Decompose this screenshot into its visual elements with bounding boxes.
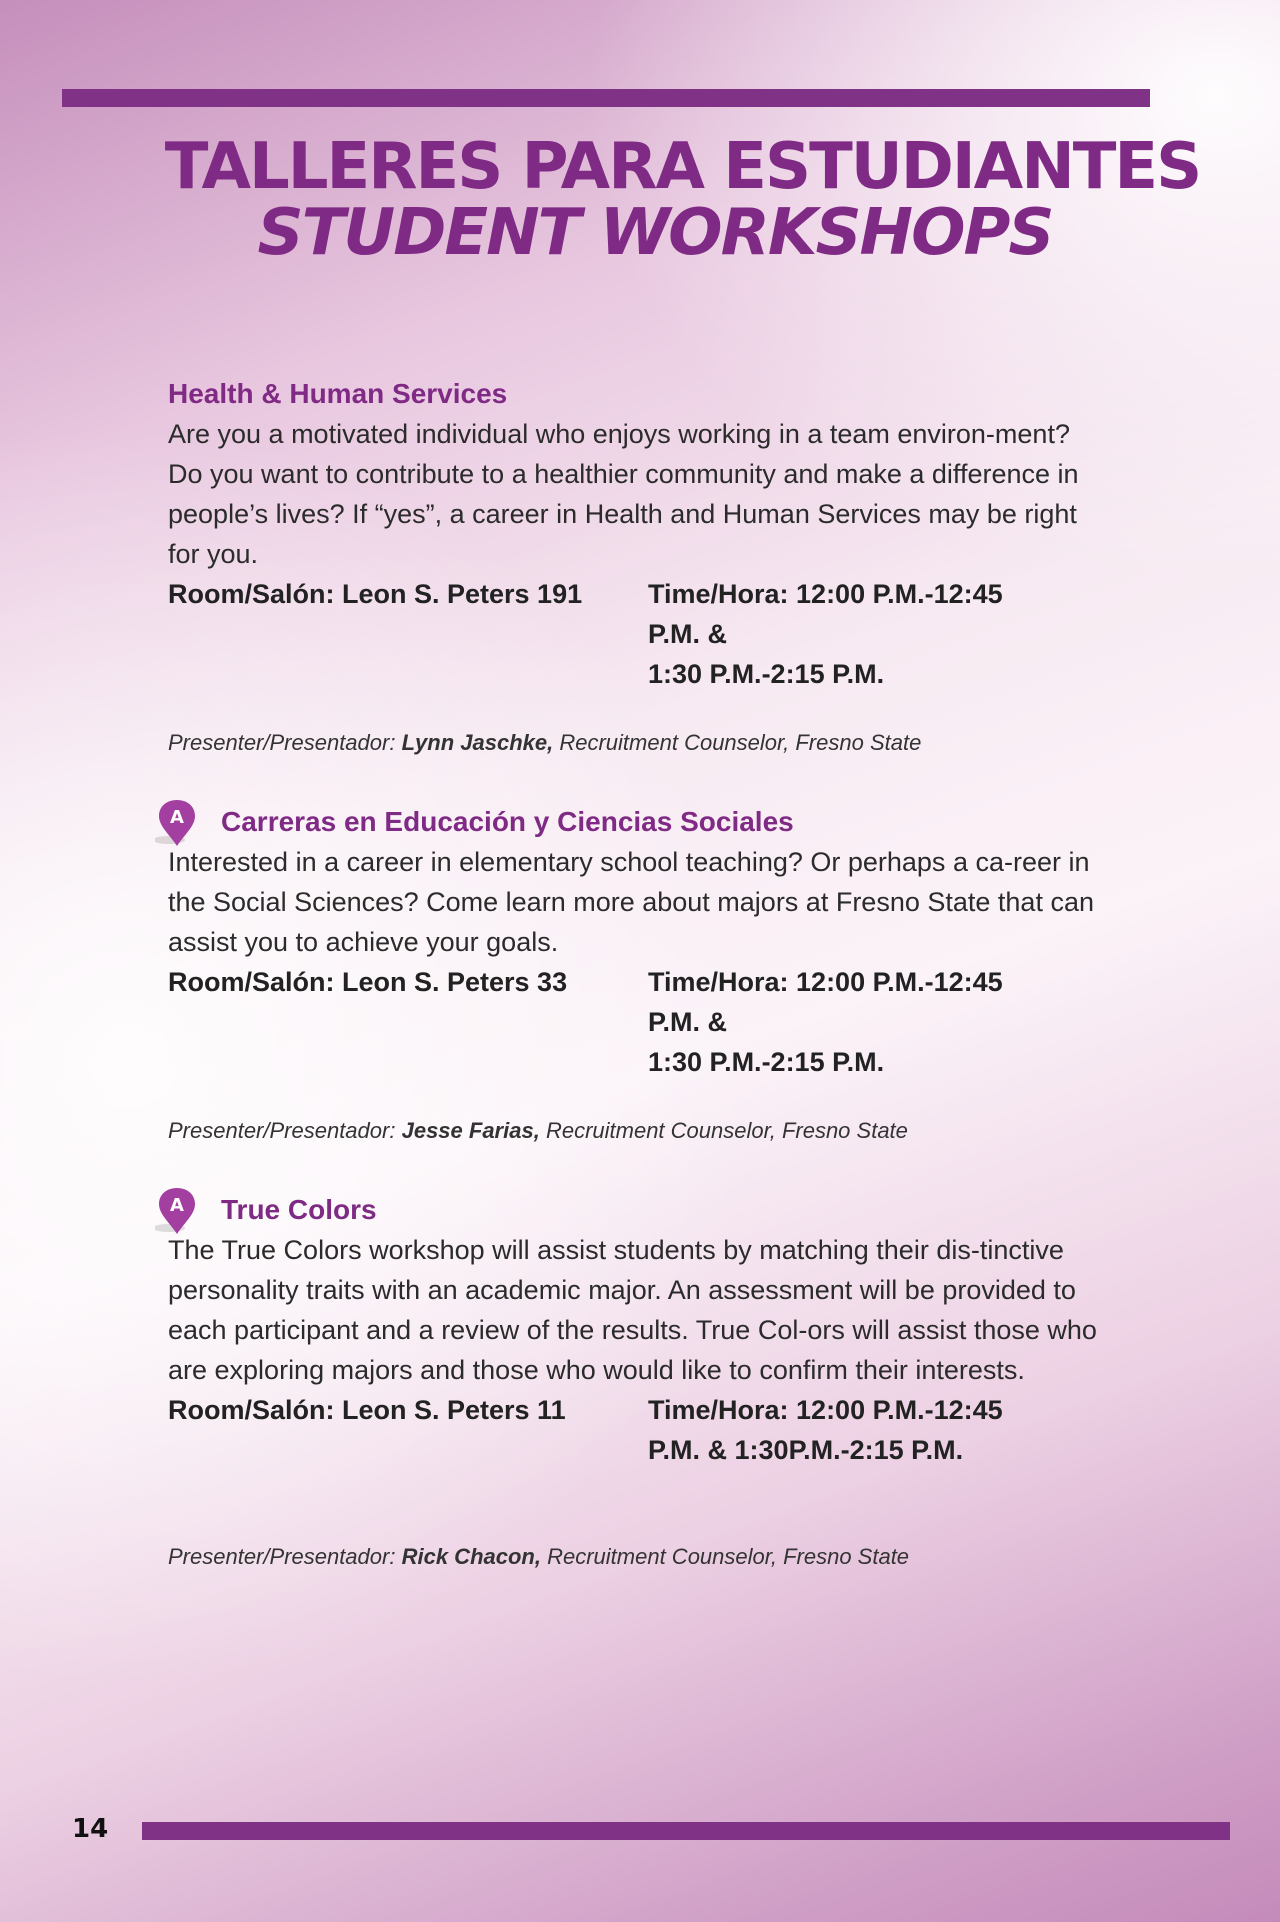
workshop-time-line2: P.M. & 1:30P.M.-2:15 P.M. [648, 1435, 964, 1465]
presenter-name: Lynn Jaschke, [401, 730, 554, 755]
workshop-description: Interested in a career in elementary school teaching? Or perhaps a ca-reer in the Social Sciences? Come learn more about majors at Fresno State that can assist you to achieve your goals. [168, 847, 1094, 957]
workshop-meta [168, 962, 1108, 1082]
workshop-time-line3: 1:30 P.M.-2:15 P.M. [648, 1047, 885, 1077]
workshop-time-line2: P.M. & [648, 1007, 728, 1037]
workshop-room: Room/Salón: Leon S. Peters 33 [168, 967, 568, 997]
workshop-title-label: Carreras en Educación y Ciencias Sociales [221, 806, 794, 837]
workshop-time-line3: 1:30 P.M.-2:15 P.M. [648, 659, 885, 689]
workshop-true-colors [168, 1190, 1108, 1569]
workshop-meta [168, 1390, 1108, 1470]
workshop-time [648, 574, 1088, 694]
map-pin-icon [155, 1186, 199, 1238]
presenter-role: Recruitment Counselor, Fresno State [559, 730, 922, 755]
presenter-role: Recruitment Counselor, Fresno State [547, 1544, 910, 1569]
workshop-title-label: True Colors [221, 1194, 377, 1225]
workshop-presenter [168, 1542, 909, 1572]
workshop-time-line2: P.M. & [648, 619, 728, 649]
presenter-label: Presenter/Presentador: [168, 1544, 396, 1569]
workshop-description: The True Colors workshop will assist students by matching their dis-tinctive personality traits with an academic major. An assessment will be provided to each participant and a review of the results. True Col-ors will assist those who are exploring majors and those who would like to confirm their interests. [168, 1235, 1097, 1385]
page-title-spanish: TALLERES PARA ESTUDIANTES [164, 130, 1201, 204]
workshop-health-human-services [168, 374, 1108, 755]
presenter-name: Rick Chacon, [401, 1544, 541, 1569]
workshop-title [168, 1190, 1108, 1230]
workshop-time [648, 1390, 1088, 1470]
workshop-description: Are you a motivated individual who enjoys working in a team environ-ment? Do you want to contribute to a healthier community and make a difference in people’s lives? If “yes”, a career in Health and Human Services may be right for you. [168, 419, 1079, 569]
workshop-meta [168, 574, 1108, 694]
presenter-name: Jesse Farias, [401, 1118, 540, 1143]
workshop-carreras-educacion [168, 802, 1108, 1143]
workshop-title-label: Health & Human Services [168, 378, 508, 409]
presenter-label: Presenter/Presentador: [168, 730, 396, 755]
top-divider-bar [62, 89, 1150, 107]
workshop-room: Room/Salón: Leon S. Peters 11 [168, 1395, 566, 1425]
presenter-label: Presenter/Presentador: [168, 1118, 396, 1143]
workshop-title [168, 802, 1108, 842]
bottom-divider-bar [142, 1822, 1230, 1840]
workshop-presenter [168, 1116, 908, 1146]
page-number: 14 [72, 1814, 109, 1844]
pin-letter: A [170, 807, 184, 828]
workshop-title [168, 374, 1108, 414]
pin-letter: A [170, 1195, 184, 1216]
page-title-english: STUDENT WORKSHOPS [257, 196, 1053, 270]
map-pin-icon [155, 798, 199, 850]
workshop-room: Room/Salón: Leon S. Peters 191 [168, 579, 583, 609]
workshop-time-line1: Time/Hora: 12:00 P.M.-12:45 [648, 579, 1003, 609]
workshop-presenter [168, 728, 921, 758]
workshop-time-line1: Time/Hora: 12:00 P.M.-12:45 [648, 967, 1003, 997]
workshop-time-line1: Time/Hora: 12:00 P.M.-12:45 [648, 1395, 1003, 1425]
presenter-role: Recruitment Counselor, Fresno State [545, 1118, 908, 1143]
workshop-time [648, 962, 1088, 1082]
